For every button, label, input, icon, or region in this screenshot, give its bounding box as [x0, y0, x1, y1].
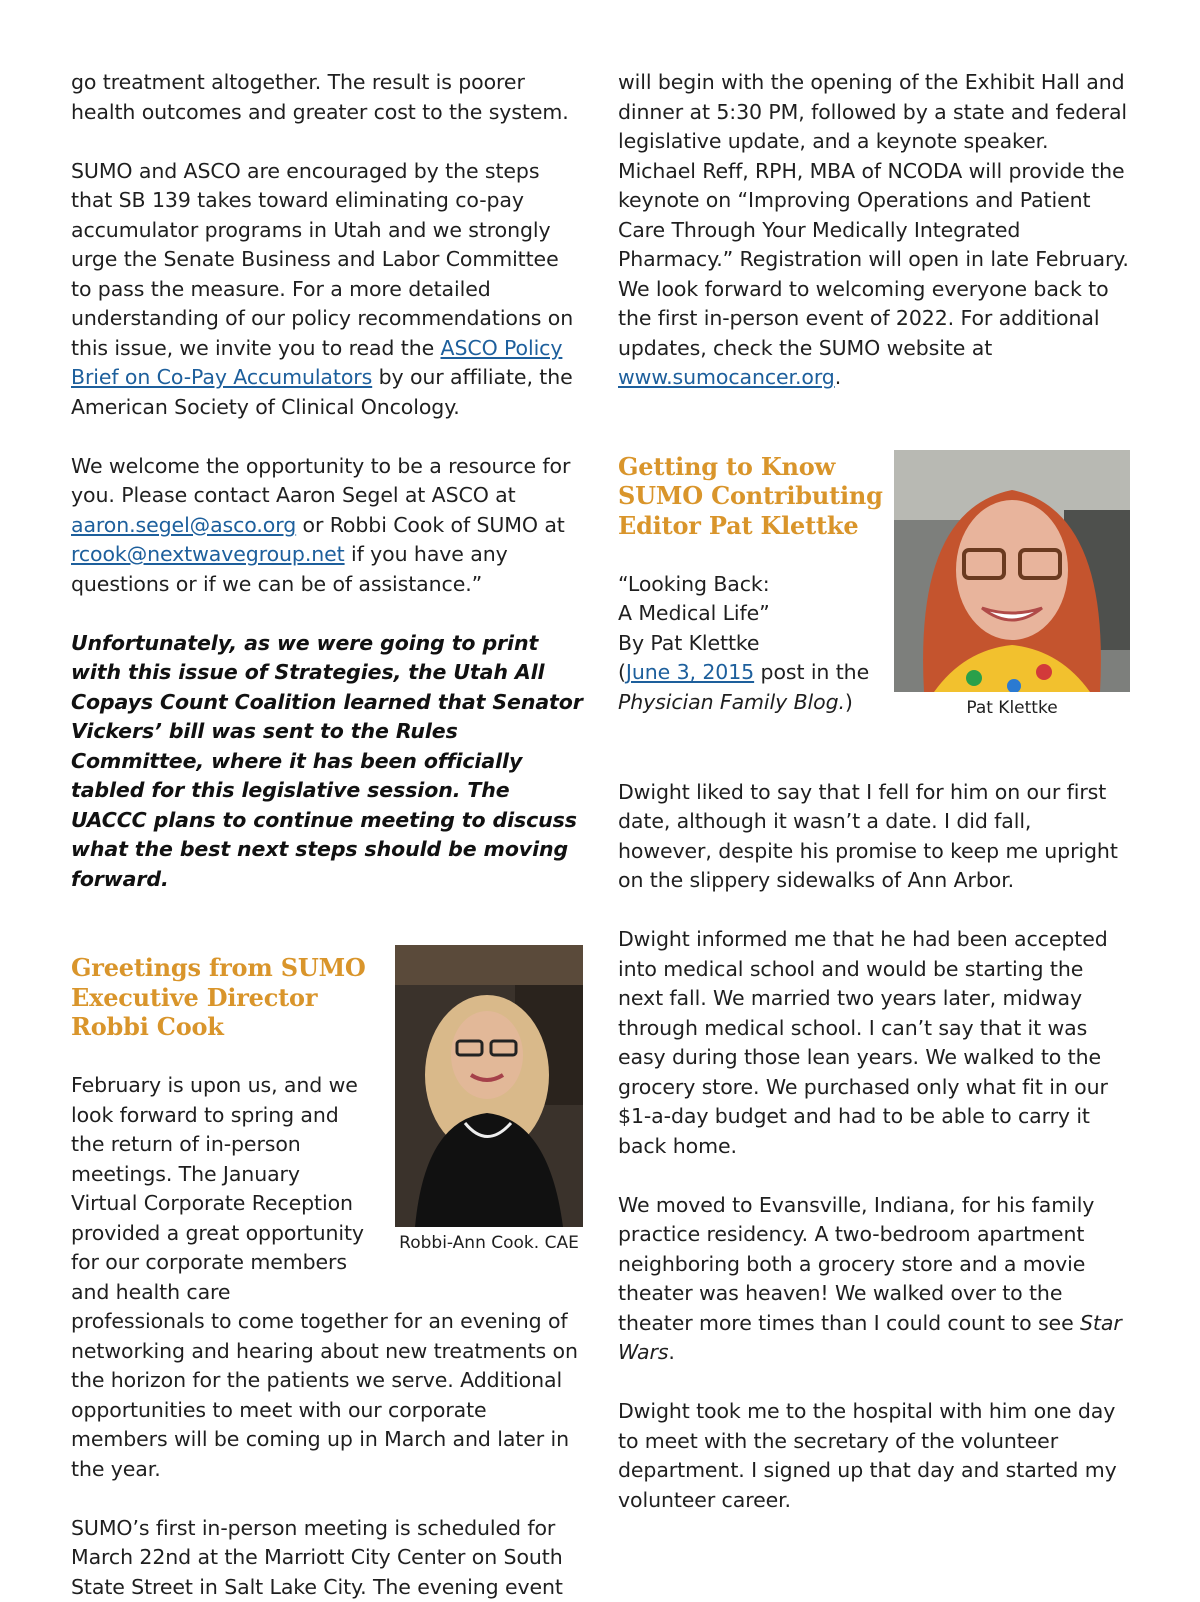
contact-paragraph [71, 452, 583, 600]
event-text-end: . [835, 365, 841, 389]
aaron-email-link[interactable]: aaron.segel@asco.org [71, 513, 296, 537]
greetings-section [71, 953, 583, 1307]
story-paragraph-2: Dwight informed me that he had been accepted into medical school and would be starting the next fall. We married two years later, midway through medical school. I can’t say that it was easy during those lean years. We walked to the grocery store. We purchased only what fit in our $1-a-day budget and had to be able to carry it back home. [618, 925, 1130, 1161]
greetings-paragraph: February is upon us, and we look forward to spring and the return of in-person meetings. The January Virtual Corporate Reception provided a great opportunity for our corporate members and health care [71, 1071, 371, 1307]
post-paren-open: ( [618, 660, 626, 684]
event-paragraph [618, 68, 1130, 393]
pat-photo-box [894, 450, 1130, 718]
post-text: post in the [754, 660, 869, 684]
article-byline: By Pat Klettke [618, 631, 759, 655]
robbi-photo-caption: Robbi-Ann Cook. CAE [395, 1233, 583, 1253]
asco-policy-brief-link[interactable]: ASCO Policy Brief on Co-Pay Accumulators [71, 336, 562, 390]
policy-text-end: by our affiliate, the American Society of Clinical Oncology. [71, 365, 573, 419]
event-text: will begin with the opening of the Exhibit Hall and dinner at 5:30 PM, followed by a state and federal legislative update, and a keynote speaker. Michael Reff, RPH, MBA of NCODA will provide the keynote on “Improving Operations and Patient Care Through Your Medically Integrated Pharmacy.” Registration will open in late February. We look forward to welcoming everyone back to the first in-person event of 2022. For additional updates, check the SUMO website at [618, 70, 1129, 360]
greetings-heading-line3: Robbi Cook [71, 1012, 224, 1041]
rcook-email-link[interactable]: rcook@nextwavegroup.net [71, 542, 345, 566]
story-3-text: We moved to Evansville, Indiana, for his family practice residency. A two-bedroom apartment neighboring both a grocery store and a movie theater was heaven! We walked over to the theater more times than I could count to see [618, 1193, 1094, 1335]
getting-to-know-heading-line3: Editor Pat Klettke [618, 511, 858, 540]
robbi-photo-box [395, 945, 583, 1253]
robbi-portrait-illustration [395, 945, 583, 1227]
article-title-line1: “Looking Back: [618, 572, 770, 596]
article-title-line2: A Medical Life” [618, 601, 770, 625]
right-column [618, 68, 1130, 1515]
greetings-heading-line2: Executive Director [71, 983, 317, 1012]
pat-klettke-photo [894, 450, 1130, 692]
greetings-heading-line1: Greetings from SUMO [71, 953, 366, 982]
contact-text-end: if you have any questions or if we can be of assistance.” [71, 542, 508, 596]
pat-klettke-section [618, 452, 1130, 762]
intro-paragraph: go treatment altogether. The result is poorer health outcomes and greater cost to the system. [71, 68, 583, 127]
legislative-notice: Unfortunately, as we were going to print with this issue of Strategies, the Utah All Copays Count Coalition learned that Senator Vickers’ bill was sent to the Rules Committee, where it has been officially tabled for this legislative session. The UACCC plans to continue meeting to discuss what the best next steps should be moving forward. [71, 629, 583, 895]
contact-text: We welcome the opportunity to be a resource for you. Please contact Aaron Segel at ASCO at [71, 454, 570, 508]
sumo-website-link[interactable]: www.sumocancer.org [618, 365, 835, 389]
policy-text: SUMO and ASCO are encouraged by the steps that SB 139 takes toward eliminating co-pay accumulator programs in Utah and we strongly urge the Senate Business and Labor Committee to pass the measure. For a more detailed understanding of our policy recommendations on this issue, we invite you to read the [71, 159, 573, 360]
story-paragraph-3 [618, 1191, 1130, 1368]
blog-post-date-link[interactable]: June 3, 2015 [626, 660, 754, 684]
greetings-paragraph-continued: professionals to come together for an evening of networking and hearing about new treatments on the horizon for the patients we serve. Additional opportunities to meet with our corporate members will be coming up in March and later in the year. [71, 1307, 583, 1484]
story-paragraph-1: Dwight liked to say that I fell for him on our first date, although it wasn’t a date. I did fall, however, despite his promise to keep me upright on the slippery sidewalks of Ann Arbor. [618, 778, 1130, 896]
getting-to-know-heading-line2: SUMO Contributing [618, 481, 883, 510]
story-3-end: . [668, 1340, 674, 1364]
robbi-cook-photo [395, 945, 583, 1227]
star-wars-title: Star Wars [618, 1311, 1122, 1365]
post-paren-close: ) [845, 690, 853, 714]
left-column [71, 68, 583, 1602]
contact-text-mid: or Robbi Cook of SUMO at [296, 513, 565, 537]
policy-paragraph [71, 157, 583, 423]
story-paragraph-4: Dwight took me to the hospital with him one day to meet with the secretary of the volunteer department. I signed up that day and started my volunteer career. [618, 1397, 1130, 1515]
pat-portrait-illustration [894, 450, 1130, 692]
meeting-paragraph: SUMO’s first in-person meeting is scheduled for March 22nd at the Marriott City Center on South State Street in Salt Lake City. The evening event [71, 1514, 583, 1602]
blog-name: Physician Family Blog. [618, 690, 845, 714]
pat-photo-caption: Pat Klettke [894, 698, 1130, 718]
getting-to-know-heading-line1: Getting to Know [618, 452, 835, 481]
